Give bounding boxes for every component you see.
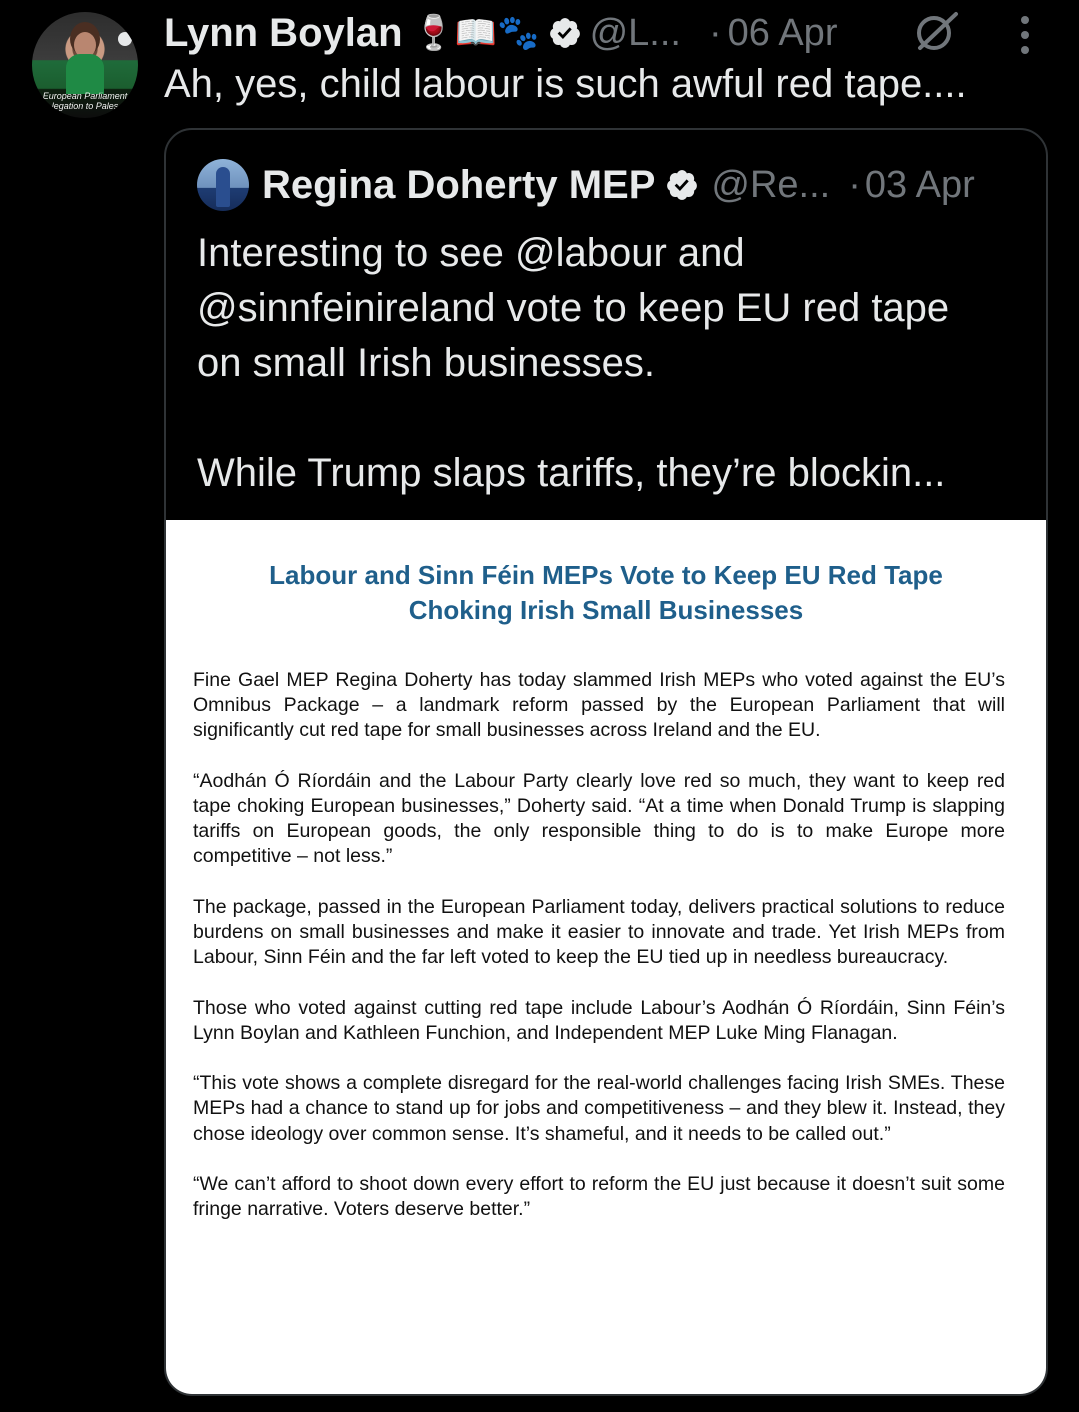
quoted-text-line: on small Irish businesses.: [197, 341, 655, 385]
press-release-paragraph: The package, passed in the European Parliament today, delivers practical solutions to reduce burdens on small businesses and make it easier to innovate and trade. Yet Irish MEPs from Labour, Sinn Féin and the far left voted to keep the EU tied up in needless bureaucracy.: [193, 895, 1005, 969]
verified-badge-icon[interactable]: [548, 16, 582, 50]
quoted-tweet-header: [262, 160, 975, 210]
press-release-title: Labour and Sinn Féin MEPs Vote to Keep EU Red Tape: [269, 560, 943, 590]
author-handle[interactable]: @L...: [589, 11, 681, 54]
more-options-icon[interactable]: [1014, 16, 1036, 56]
quoted-tweet-card[interactable]: [164, 128, 1048, 1396]
verified-badge-icon[interactable]: [665, 168, 699, 202]
tweet-date[interactable]: 06 Apr: [727, 11, 838, 54]
author-avatar[interactable]: [32, 12, 138, 118]
quoted-tweet-text: [197, 226, 1027, 501]
press-release-paragraph: Fine Gael MEP Regina Doherty has today slammed Irish MEPs who voted against the EU’s Omnibus Package – a landmark reform passed by the European Parliament that will significantly cut red tape for small businesses across Ireland and the EU.: [193, 669, 1005, 742]
quoted-text-line: While Trump slaps tariffs, they’re blockin...: [197, 451, 946, 495]
separator-dot: ·: [848, 163, 861, 206]
avatar-caption: legation to Pales: [51, 101, 119, 111]
press-release-title: Choking Irish Small Businesses: [408, 595, 804, 625]
avatar-person-body: [66, 54, 104, 94]
press-release-paragraph: “Aodhán Ó Ríordáin and the Labour Party clearly love red so much, they want to keep red tape choking European businesses,” Doherty said. “At a time when Donald Trump is slapping tariffs on European goods, the only responsible thing to do is to make Europe more competitive – not less.”: [193, 769, 1005, 868]
quoted-author-handle[interactable]: @Re...: [711, 163, 831, 206]
press-release-paragraph: “We can’t afford to shoot down every effort to reform the EU just because it doesn’t suit some fringe narrative. Voters deserve better.”: [193, 1172, 1005, 1221]
press-release-body: [193, 668, 1005, 1248]
author-emojis: 🍷📖🐾: [412, 14, 540, 52]
tweet-header: [164, 8, 837, 58]
author-name[interactable]: Lynn Boylan: [164, 10, 403, 55]
quoted-author-name[interactable]: Regina Doherty MEP: [262, 162, 656, 207]
press-release-image[interactable]: [166, 520, 1046, 1396]
avatar-emblem-icon: [118, 32, 132, 46]
quoted-tweet-date[interactable]: 03 Apr: [864, 163, 975, 206]
separator-dot: ·: [708, 11, 722, 54]
quoted-text-line: Interesting to see @labour and: [197, 231, 745, 275]
avatar-caption: European Parliament: [42, 91, 128, 101]
quoted-text-line: @sinnfeinireland vote to keep EU red tape: [197, 286, 950, 330]
press-release-paragraph: “This vote shows a complete disregard for the real-world challenges facing Irish SMEs. These MEPs had a chance to stand up for jobs and competitiveness – and they blew it. Instead, they chose ideology over common sense. It’s shameful, and it needs to be called out.”: [193, 1072, 1005, 1145]
quoted-author-avatar[interactable]: [197, 159, 249, 211]
paragraph-gap: [197, 391, 1027, 446]
press-release-paragraph: Those who voted against cutting red tape include Labour’s Aodhán Ó Ríordáin, Sinn Féin’s Lynn Boylan and Kathleen Funchion, and Independent MEP Luke Ming Flanagan.: [193, 996, 1005, 1044]
tweet-text: Ah, yes, child labour is such awful red tape....: [164, 62, 967, 106]
grok-icon[interactable]: [912, 10, 962, 52]
